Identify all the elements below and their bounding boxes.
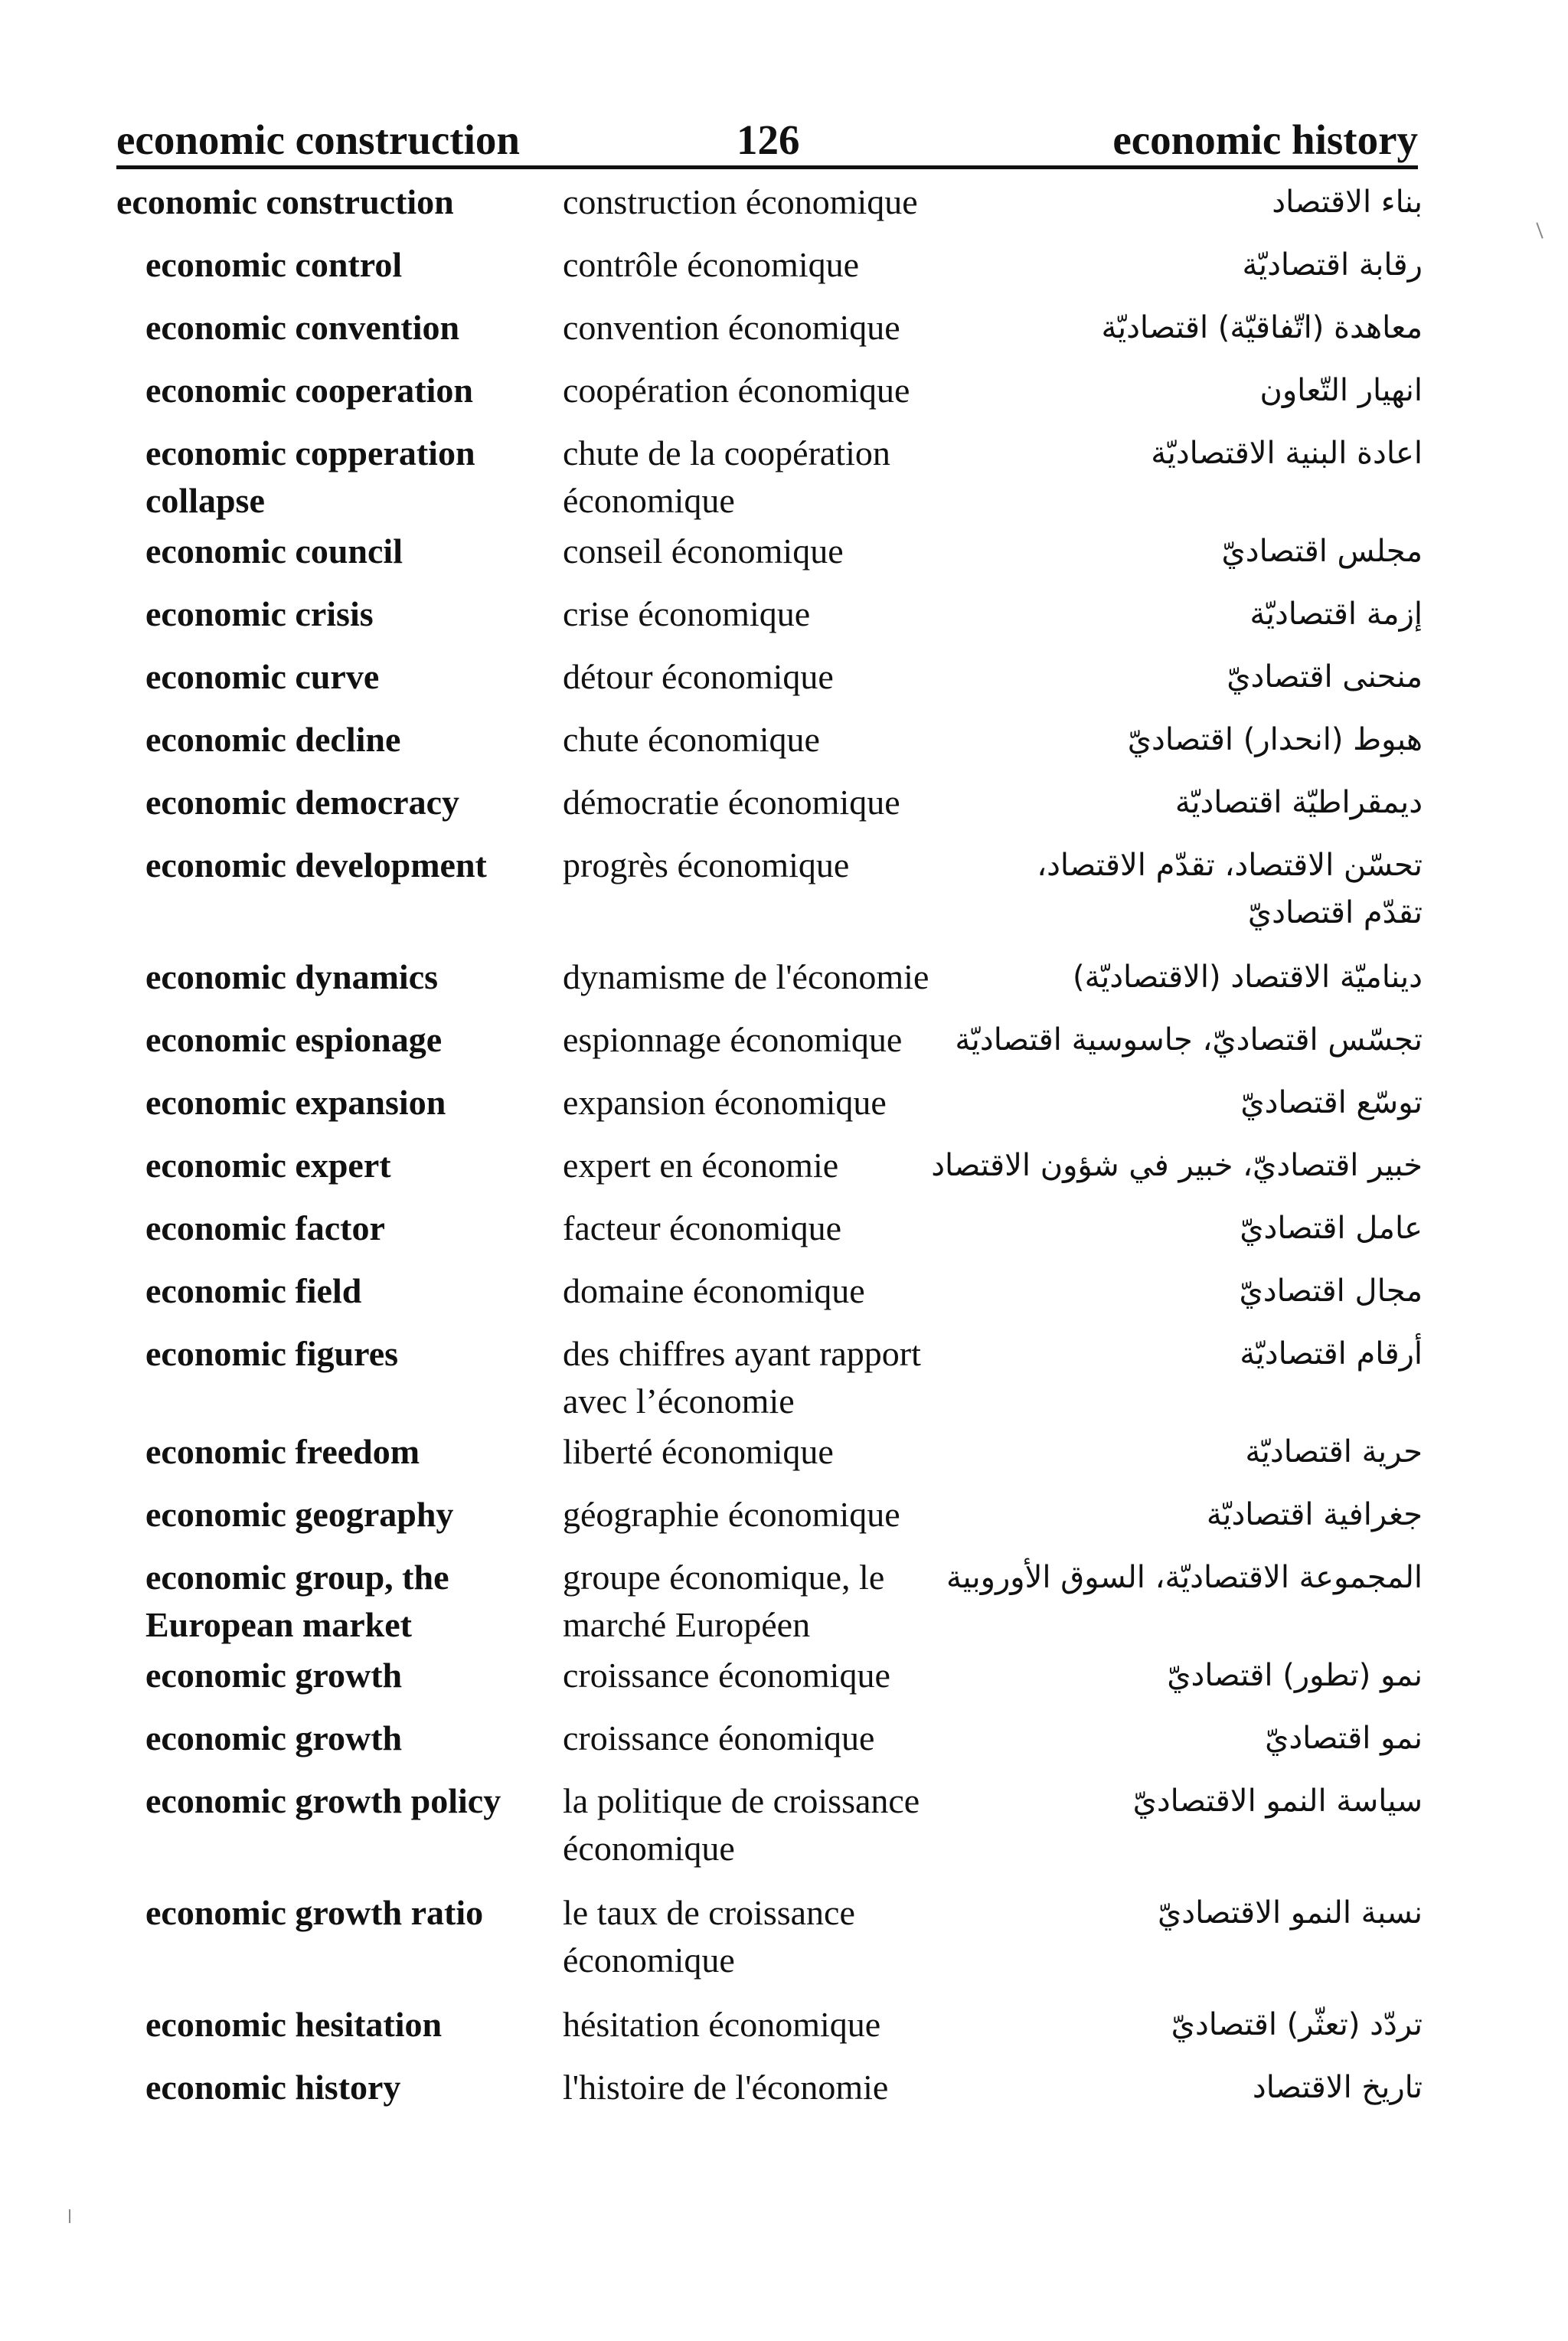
english-term: economic development [145, 845, 487, 884]
left-guide-word: economic construction [116, 116, 520, 163]
dictionary-entry [0, 1651, 1568, 1714]
arabic-term: اعادة البنية الاقتصاديّة [1151, 436, 1423, 471]
dictionary-entry [0, 841, 1568, 953]
french-term: progrès économique [563, 845, 850, 884]
arabic-term: ديمقراطيّة اقتصاديّة [1174, 785, 1423, 820]
french-term: dynamisme de l'économie [563, 957, 929, 996]
dictionary-entry [0, 240, 1568, 303]
dictionary-entry [0, 715, 1568, 778]
french-term-line-1: la politique de croissance [563, 1781, 920, 1820]
entry-list [0, 178, 1568, 2126]
arabic-term: انهيار التّعاون [1259, 373, 1423, 408]
dictionary-entry [0, 1267, 1568, 1329]
french-term-line-2: marché Européen [563, 1605, 811, 1644]
english-term: economic decline [145, 720, 401, 759]
english-term: economic cooperation [145, 371, 473, 410]
arabic-term: بناء الاقتصاد [1272, 185, 1423, 220]
french-term: détour économique [563, 657, 834, 696]
dictionary-entry [0, 178, 1568, 240]
french-term: convention économique [563, 308, 900, 347]
english-term: economic hesitation [145, 2005, 443, 2044]
french-term: conseil économique [563, 531, 844, 571]
dictionary-entry [0, 652, 1568, 715]
english-term: economic convention [145, 308, 460, 347]
french-term-line-2: économique [563, 1940, 735, 1980]
dictionary-entry [0, 590, 1568, 652]
arabic-term: تجسّس اقتصاديّ، جاسوسية اقتصاديّة [955, 1022, 1423, 1058]
english-term: economic geography [145, 1495, 454, 1534]
arabic-term: المجموعة الاقتصاديّة، السوق الأوروبية [946, 1560, 1423, 1595]
arabic-term: توسّع اقتصاديّ [1240, 1085, 1423, 1120]
arabic-term: تاريخ الاقتصاد [1252, 2070, 1423, 2105]
dictionary-entry [0, 1427, 1568, 1490]
english-term-line-1: economic group, the [145, 1558, 449, 1597]
english-term: economic expert [145, 1146, 391, 1185]
dictionary-entry [0, 1329, 1568, 1427]
dictionary-entry [0, 2063, 1568, 2126]
english-term: economic espionage [145, 1020, 443, 1059]
french-term: hésitation économique [563, 2005, 881, 2044]
english-term: economic growth [145, 1718, 403, 1757]
french-term: espionnage économique [563, 1020, 903, 1059]
dictionary-entry [0, 778, 1568, 841]
english-term: economic figures [145, 1334, 399, 1373]
arabic-term: مجلس اقتصاديّ [1221, 534, 1423, 569]
english-term: economic control [145, 245, 403, 284]
french-term: démocratie économique [563, 783, 900, 822]
english-term: economic growth [145, 1656, 403, 1695]
french-term: crise économique [563, 594, 811, 633]
dictionary-entry [0, 527, 1568, 590]
english-term: economic curve [145, 657, 380, 696]
arabic-term: معاهدة (اتّفاقيّة) اقتصاديّة [1101, 310, 1423, 345]
french-term: chute économique [563, 720, 820, 759]
dictionary-entry [0, 1490, 1568, 1553]
dictionary-entry [0, 953, 1568, 1015]
dictionary-entry [0, 1015, 1568, 1078]
english-term: economic factor [145, 1208, 385, 1247]
dictionary-entry [0, 429, 1568, 527]
dictionary-entry [0, 1078, 1568, 1141]
french-term-line-1: le taux de croissance [563, 1893, 855, 1932]
french-term-line-2: économique [563, 1829, 735, 1868]
arabic-term: خبير اقتصاديّ، خبير في شؤون الاقتصاد [931, 1148, 1423, 1183]
english-term: economic freedom [145, 1432, 420, 1471]
arabic-term: منحنى اقتصاديّ [1227, 659, 1423, 695]
french-term: construction économique [563, 182, 918, 221]
arabic-term: أرقام اقتصاديّة [1240, 1336, 1423, 1372]
french-term: croissance économique [563, 1656, 890, 1695]
dictionary-entry [0, 1141, 1568, 1204]
arabic-term: مجال اقتصاديّ [1239, 1273, 1423, 1309]
french-term-line-2: économique [563, 481, 735, 520]
french-term: coopération économique [563, 371, 910, 410]
arabic-term: إزمة اقتصاديّة [1250, 597, 1423, 632]
dictionary-entry [0, 1777, 1568, 1888]
english-term-line-2: European market [145, 1605, 412, 1644]
arabic-term: سياسة النمو الاقتصاديّ [1132, 1784, 1423, 1819]
dictionary-entry [0, 1888, 1568, 2000]
scan-mark [69, 2209, 70, 2223]
french-term: domaine économique [563, 1271, 865, 1310]
right-guide-word: economic history [1112, 116, 1418, 163]
arabic-term-line-1: تحسّن الاقتصاد، تقدّم الاقتصاد، [1037, 848, 1423, 883]
english-term: economic growth ratio [145, 1893, 484, 1932]
english-term: economic crisis [145, 594, 374, 633]
arabic-term: جغرافية اقتصاديّة [1206, 1497, 1423, 1532]
page-number: 126 [737, 116, 800, 163]
arabic-term-line-2: تقدّم اقتصاديّ [1247, 895, 1423, 930]
arabic-term: حرية اقتصاديّة [1245, 1434, 1423, 1470]
arabic-term: نسبة النمو الاقتصاديّ [1157, 1895, 1423, 1931]
english-term: economic dynamics [145, 957, 439, 996]
arabic-term: نمو اقتصاديّ [1265, 1721, 1423, 1756]
french-term: expert en économie [563, 1146, 839, 1185]
english-term: economic history [145, 2068, 401, 2107]
french-term: l'histoire de l'économie [563, 2068, 889, 2107]
dictionary-entry [0, 366, 1568, 429]
english-term: economic democracy [145, 783, 460, 822]
dictionary-entry [0, 2000, 1568, 2063]
dictionary-entry [0, 1204, 1568, 1267]
english-term: economic construction [116, 182, 454, 221]
arabic-term: تردّد (تعثّر) اقتصاديّ [1171, 2007, 1423, 2042]
header-rule [116, 165, 1418, 169]
french-term: facteur économique [563, 1208, 841, 1247]
french-term: expansion économique [563, 1083, 887, 1122]
french-term-line-1: des chiffres ayant rapport [563, 1334, 921, 1373]
french-term-line-1: groupe économique, le [563, 1558, 885, 1597]
dictionary-entry [0, 303, 1568, 366]
english-term-line-1: economic copperation [145, 433, 475, 472]
english-term: economic expansion [145, 1083, 446, 1122]
english-term: economic council [145, 531, 403, 571]
french-term: liberté économique [563, 1432, 834, 1471]
french-term: géographie économique [563, 1495, 900, 1534]
arabic-term: رقابة اقتصاديّة [1242, 247, 1423, 283]
arabic-term: عامل اقتصاديّ [1240, 1211, 1423, 1246]
arabic-term: هبوط (انحدار) اقتصاديّ [1127, 722, 1423, 757]
french-term-line-2: avec l’économie [563, 1381, 795, 1421]
english-term: economic field [145, 1271, 362, 1310]
english-term-line-2: collapse [145, 481, 265, 520]
english-term: economic growth policy [145, 1781, 501, 1820]
dictionary-entry [0, 1714, 1568, 1777]
dictionary-entry [0, 1553, 1568, 1651]
arabic-term: نمو (تطور) اقتصاديّ [1167, 1658, 1423, 1693]
french-term-line-1: chute de la coopération [563, 433, 890, 472]
page-header [116, 115, 1418, 168]
french-term: contrôle économique [563, 245, 860, 284]
french-term: croissance éonomique [563, 1718, 875, 1757]
arabic-term: ديناميّة الاقتصاد (الاقتصاديّة) [1073, 960, 1423, 995]
